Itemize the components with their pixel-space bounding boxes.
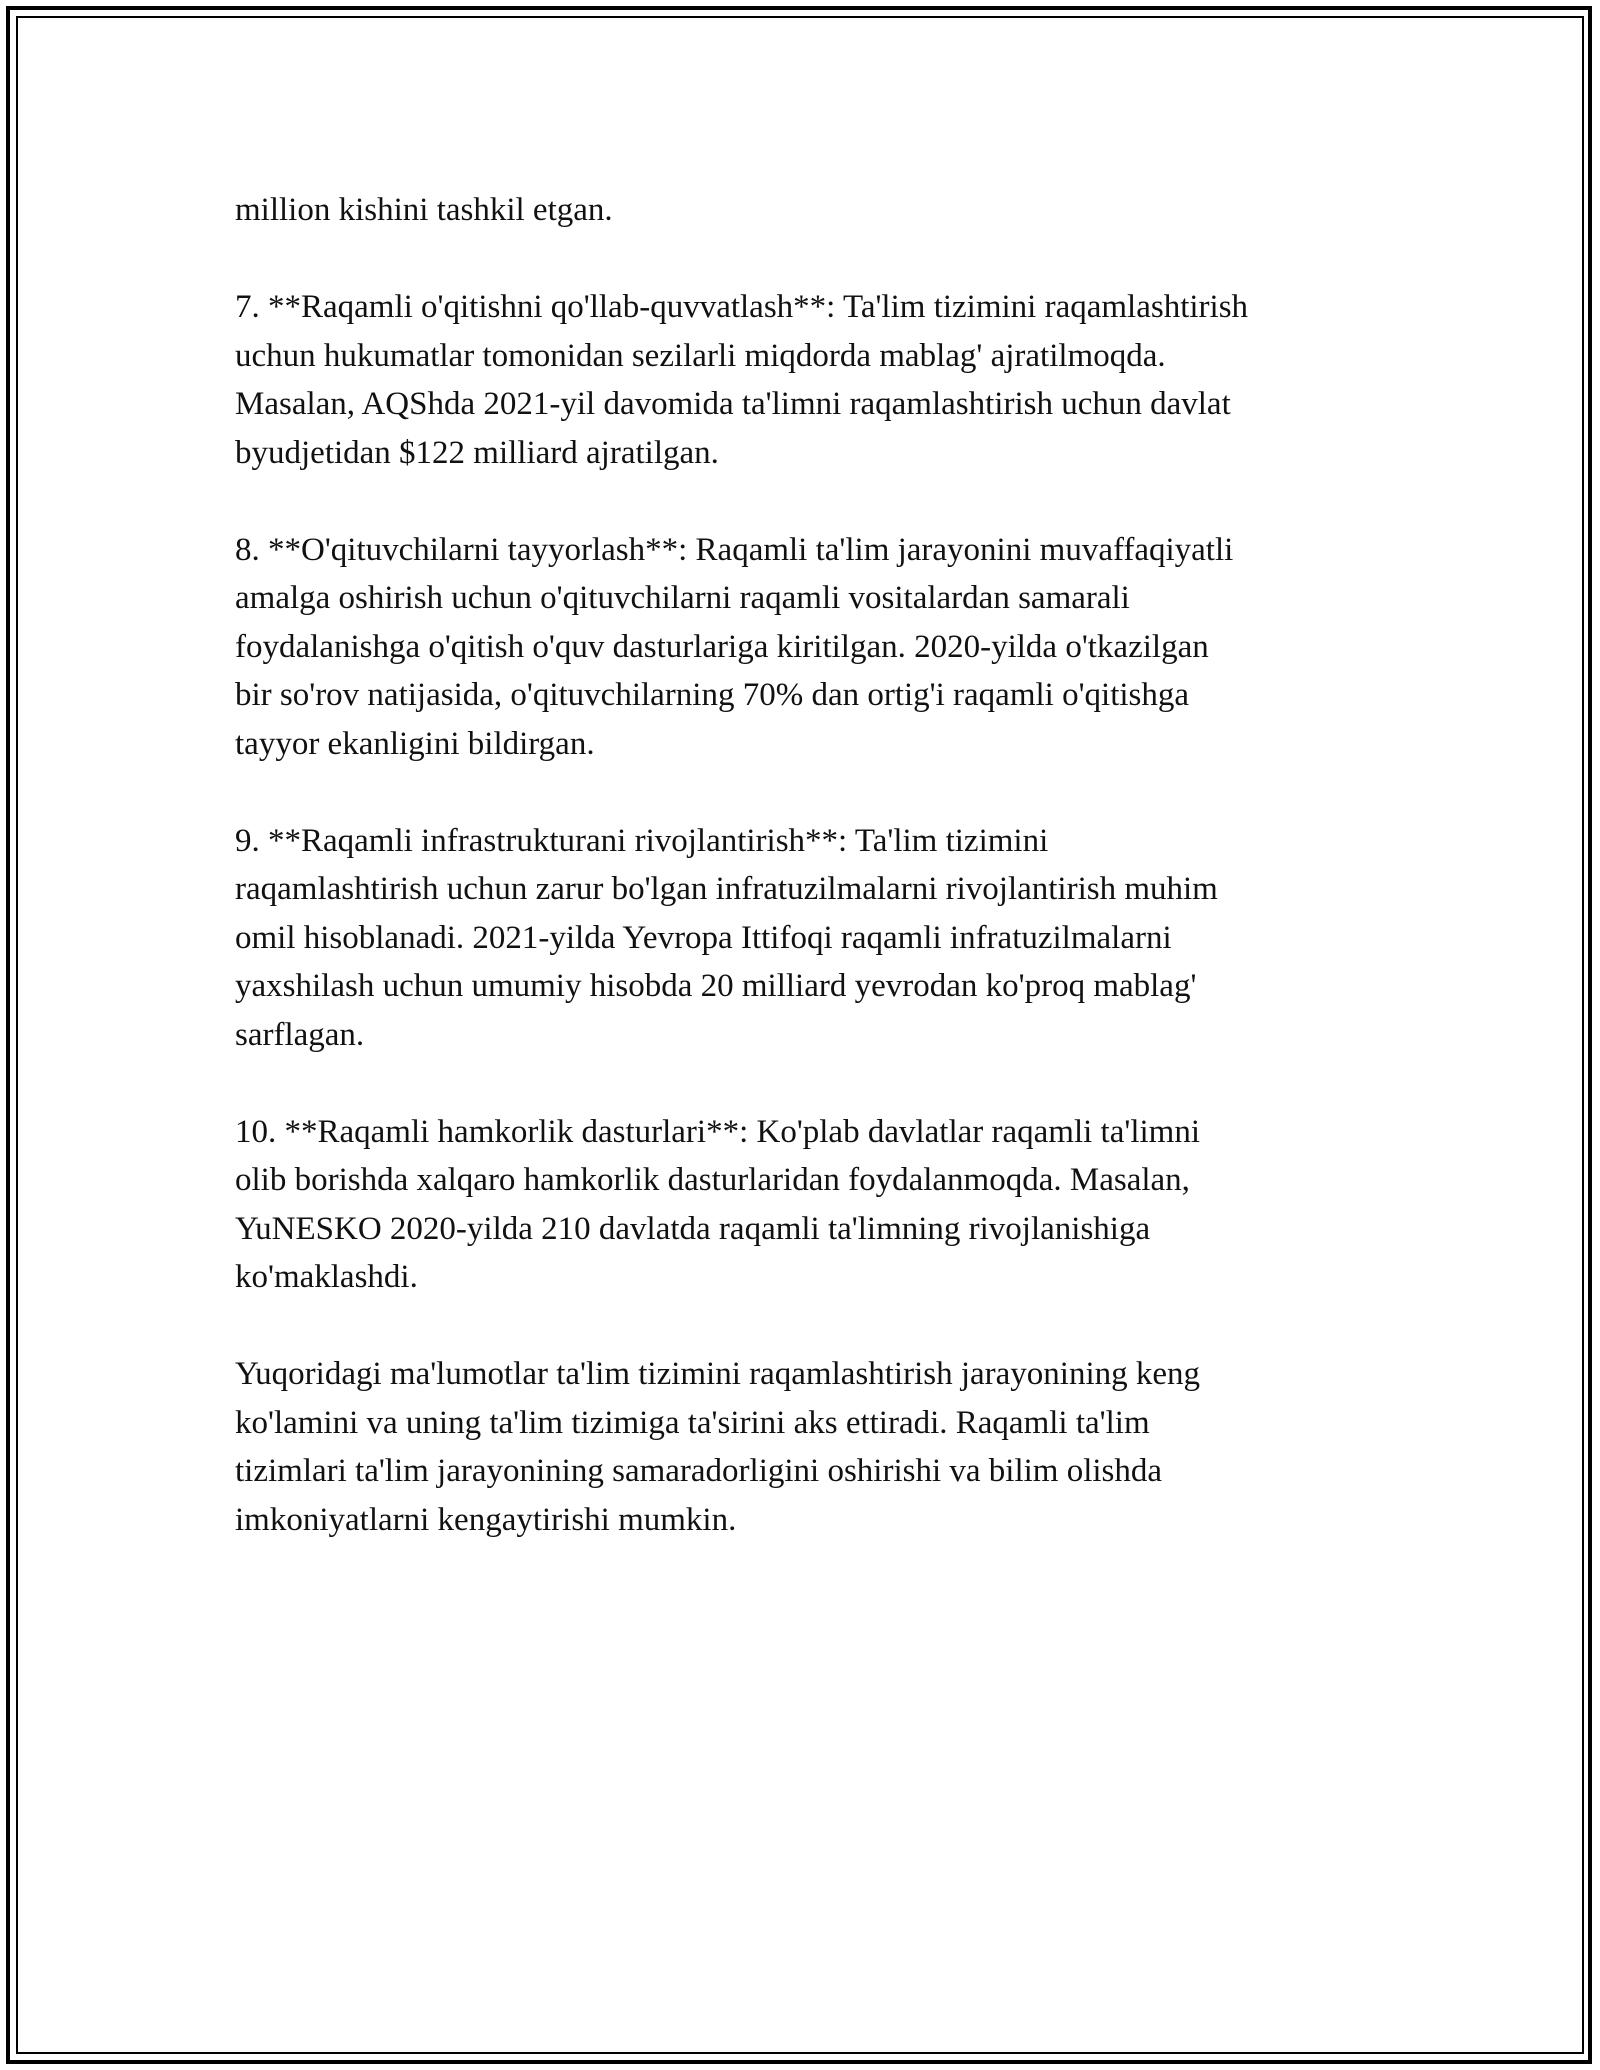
text-line: amalga oshirish uchun o'qituvchilarni raqamli vositalardan samarali [235, 580, 1130, 616]
text-line: byudjetidan $122 milliard ajratilgan. [235, 434, 719, 471]
text-line: million kishini tashkil etgan. [235, 192, 613, 228]
text-line: YuNESKO 2020-yilda 210 davlatda raqamli ta'limning rivojlanishiga [235, 1210, 1151, 1247]
text-line: olib borishda xalqaro hamkorlik dasturlaridan foydalanmoqda. Masalan, [235, 1162, 1190, 1198]
text-line: tizimlari ta'lim jarayonining samaradorligini oshirishi va bilim olishda [235, 1453, 1163, 1489]
document-body [235, 186, 1415, 1593]
text-line: sarflagan. [235, 1016, 365, 1053]
paragraph-continuation [235, 186, 1415, 235]
text-line: foydalanishga o'qitish o'quv dasturlariga kiritilgan. 2020-yilda o'tkazilgan [235, 628, 1209, 665]
text-line: bir so'rov natijasida, o'qituvchilarning 70% dan ortig'i raqamli o'qitishga [235, 677, 1190, 713]
text-line: 10. **Raqamli hamkorlik dasturlari**: Ko'plab davlatlar raqamli ta'limni [235, 1113, 1200, 1150]
text-line: 9. **Raqamli infrastrukturani rivojlantirish**: Ta'lim tizimini [235, 822, 1049, 859]
text-line: 7. **Raqamli o'qitishni qo'llab-quvvatlash**: Ta'lim tizimini raqamlashtirish [235, 289, 1249, 325]
text-line: omil hisoblanadi. 2021-yilda Yevropa Ittifoqi raqamli infratuzilmalarni [235, 919, 1172, 956]
text-line: ko'maklashdi. [235, 1259, 418, 1295]
text-line: yaxshilash uchun umumiy hisobda 20 milliard yevrodan ko'proq mablag' [235, 968, 1197, 1004]
text-line: uchun hukumatlar tomonidan sezilarli miqdorda mablag' ajratilmoqda. [235, 337, 1166, 374]
text-line: imkoniyatlarni kengaytirishi mumkin. [235, 1501, 737, 1538]
text-line: Masalan, AQShda 2021-yil davomida ta'limni raqamlashtirish uchun davlat [235, 386, 1231, 422]
text-line: ko'lamini va uning ta'lim tizimiga ta'sirini aks ettiradi. Raqamli ta'lim [235, 1404, 1150, 1441]
paragraph-item-9 [235, 817, 1415, 1060]
paragraph-item-7 [235, 283, 1415, 477]
text-line: 8. **O'qituvchilarni tayyorlash**: Raqamli ta'lim jarayonini muvaffaqiyatli [235, 531, 1234, 568]
paragraph-item-10 [235, 1108, 1415, 1302]
text-line: Yuqoridagi ma'lumotlar ta'lim tizimini raqamlashtirish jarayonining keng [235, 1356, 1201, 1392]
text-line: raqamlashtirish uchun zarur bo'lgan infratuzilmalarni rivojlantirish muhim [235, 871, 1218, 907]
paragraph-conclusion [235, 1350, 1415, 1544]
text-line: tayyor ekanligini bildirgan. [235, 725, 595, 762]
paragraph-item-8 [235, 526, 1415, 769]
